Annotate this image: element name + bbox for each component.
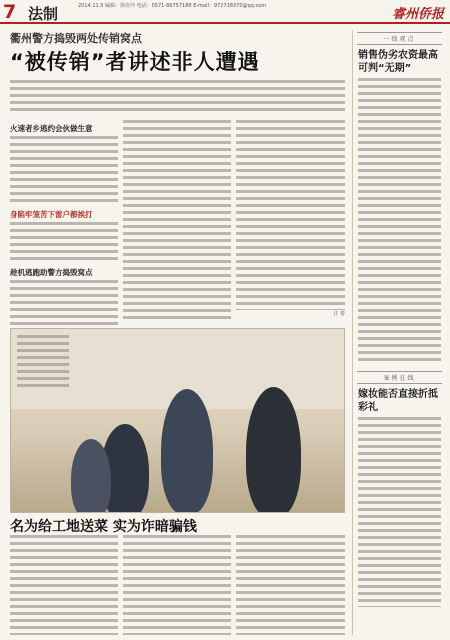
page-number: 7 [3,1,17,23]
second-column-2 [123,535,231,635]
second-column-1 [10,535,118,635]
lead-paragraph [10,80,345,114]
second-column-3 [236,535,345,635]
body-text [236,120,345,310]
paper-name: 睿州侨报 [391,7,444,22]
main-column-1 [10,120,118,322]
sidebar [352,30,446,635]
masthead [0,0,450,24]
sidebar-story-1-body [358,211,441,361]
photo-caption [17,335,69,391]
second-headline: 名为给工地送菜 实为诈暗骗钱 [10,519,197,535]
reporter: 汪 蕾 [333,311,345,317]
sidebar-story-1-title: 销售伪劣农资最高可判“无期” [358,50,438,74]
main-column-3 [236,120,345,322]
main-headline: “被传销”者讲述非人遭遇 [10,50,260,74]
sidebar-label-1: 一线观点 [357,32,442,45]
section-name: 法制 [28,5,59,23]
sidebar-story-2-body [358,417,441,607]
officer-figure [161,389,213,513]
sidebar-story-1-body [358,78,441,208]
body-text [10,280,118,330]
subhead-1: 火速者乡逃约会伙做生意 [10,124,93,133]
person-figure [246,387,301,513]
subhead-2: 身陷牢笼苦下雷户都挨打 [10,210,93,219]
body-text [10,222,118,264]
news-photo [10,328,345,513]
person-figure [71,439,111,513]
sidebar-story-2-title: 嫁妆能否直接折抵彩礼 [358,389,438,413]
subhead-3: 趁机逃跑助警方捣毁窝点 [10,268,93,277]
sidebar-label-2: 案例在线 [357,371,442,384]
main-column-2 [123,120,231,322]
page-meta: 2014.11.5 编辑：徐佳玲 电话：0571-86757188 E-mail：972718370@qq.com [78,3,267,9]
main-kicker: 衢州警方捣毁两处传销窝点 [10,32,142,45]
body-text [10,136,118,206]
